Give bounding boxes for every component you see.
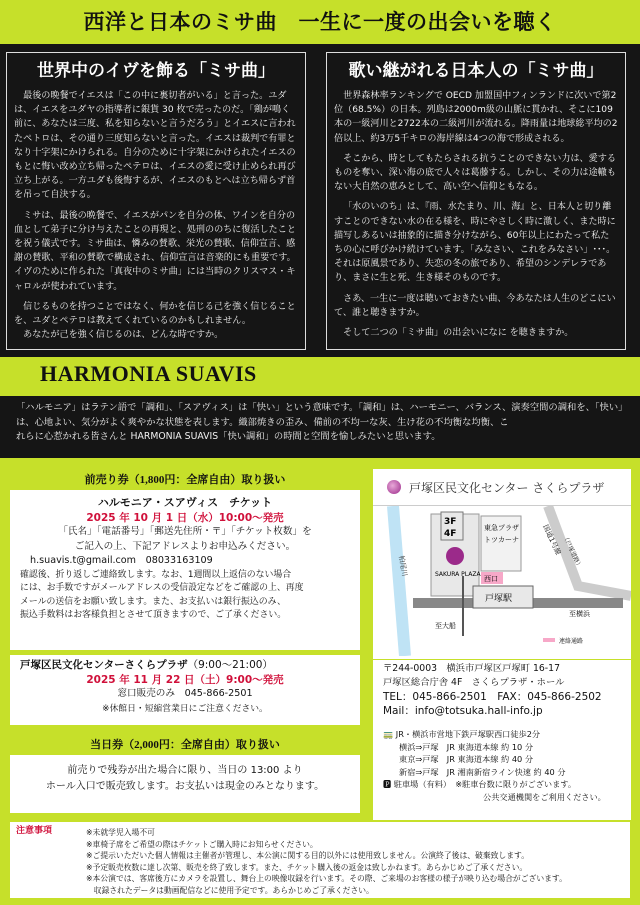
access-line: 新宿⇒戸塚 JR 湘南新宿ライン快速 約 40 分 [399,766,566,777]
sameday-line: ホール入口で販売致します。お支払いは現金のみとなります。 [45,781,325,792]
caution-item: 収録されたデータは動画配信などに使用予定です。あらかじめご了承ください。 [86,885,374,895]
caution-label: 注意事項 [16,826,53,836]
ticket-title: ハルモニア・スアヴィス チケット [97,496,273,509]
contact-info[interactable]: h.suavis.t@gmail.com 08033163109 [30,555,213,566]
left-paragraph: 信じるものを持つことではなく、何かを信じる己を強く信じることを、ユダとペテロは教えてくれているのかもしれません。 [14,301,296,327]
station-label: 戸塚駅 [485,594,513,604]
required-fields: 「氏名」「電話番号」「郵送先住所・〒」「チケット枚数」を [58,526,312,537]
sakura-marker-icon [446,547,464,565]
right-paragraph: 世界森林率ランキングで OECD 加盟国中フィンランドに次いで第2位（68.5%）の日本。列島は2000m級の山脈に貫かれ、そこに109本の一級河川と2722本の二級河川が流れる。降雨量は地球総平均の2倍以上、約3万5千キロの海岸線は4つの海で形成される。 [334,91,618,144]
sakura-panel [10,655,360,725]
caution-item: ※本公演では、客席後方にカメラを設置し、舞台上の映像収録を行います。その際、ご来場のお客様の様子が映り込む場合がございます。 [86,874,567,884]
passage-legend-icon [543,638,555,642]
caution-item: ※車椅子席をご希望の際はチケットご購入時にお知らせください。 [86,839,318,849]
intro-line: れらに心惹かれる皆さんと HARMONIA SUAVIS「快い調和」の時間と空間を愉しみたいと思います。 [16,431,441,443]
venue-address: 〒244-0003 横浜市戸塚区戸塚町 16-17 [383,663,560,674]
passage-label: 連絡通路 [559,638,584,645]
sakura-logo-icon [387,480,401,494]
harmonia-title: HARMONIA SUAVIS [40,361,257,386]
right-paragraph: 「水のいのち」は、『雨、水たまり、川、海』と、日本人と切り離すことのできない水の在る様を、時にやさしく時に激しく、また時に描写しあるいは抽象的に描き分けながら、60年以上にわたって私たちの心に呼びかけ続けています。「みなさい、これをみなさい」･･･。それは原風景であり、失恋の冬の旅であり、希望のシンデレラであり、まさに生と死、生き様そのものです。 [334,202,616,284]
sameday-header: 当日券（2,000円：全席自由）取り扱い [10,735,360,755]
caution-item: ※未就学児入場不可 [86,828,155,837]
left-column [6,52,306,350]
caution-item: ※予定販売枚数に達し次第、販売を終了致します。また、チケット購入後の返金は致しかねます。あらかじめご了承ください。 [86,862,528,872]
access-line: 公共交通機関をご利用ください。 [483,791,606,802]
access-line: 横浜⇒戸塚 JR 東海道本線 約 10 分 [399,741,534,752]
access-line: 🅿 駐車場（有料） ※駐車台数に限りがございます。 [383,779,577,789]
intro-line: 「ハルモニア」はラテン語で「調和」、「スアヴィス」は「快い」という意味です。「調和」は、ハーモニー、バランス、演奏空間の調和を、「快い」は、心地よい、気分がよく爽やかな状態を表します。織部焼きの歪み、備前の不均一な灰、生け花の不均衡な均衡、こ [16,402,623,428]
left-column-title: 世界中のイヴを飾る「ミサ曲」 [37,61,275,81]
right-column-title: 歌い継がれる日本人の「ミサ曲」 [348,61,604,81]
sameday-line: 前売りで残券が出た場合に限り、当日の 13:00 より [67,765,303,776]
sakura-header: 戸塚区民文化センターさくらプラザ [20,659,188,671]
presale-note: メールの送信をお願い致します。また、お支払いは銀行振込のみ、 [20,596,286,607]
west-exit-label: 西口 [484,575,498,583]
right-paragraph: さあ、一生に一度は聴いておきたい曲、今あなたは人生のどこにいて、誰と聴きますか。 [334,293,616,318]
river-label: 柏尾川 [397,554,409,578]
access-line: 🚃 JR・横浜市営地下鉄戸塚駅西口徒歩2分 [383,729,541,739]
page-headline: 西洋と日本のミサ曲 一生に一度の出会いを聴く [0,0,640,44]
floor-label-4f: 4F [444,529,457,539]
presale-note: には、お手数ですがメールアドレスの受信設定などをご確認の上、再度 [20,583,304,593]
tokyu-label: 東急プラザ [484,524,519,532]
caution-notes [10,822,630,898]
totskana-label: トツカーナ [484,536,519,544]
venue-name: 戸塚区民文化センター さくらプラザ [409,480,605,495]
presale-note: 確認後、折り返しご連絡致します。なお、1週間以上返信のない場合 [20,569,292,580]
left-paragraph: あなたが己を強く信じるのは、どんな時ですか。 [23,330,224,341]
floor-label-3f: 3F [444,517,457,527]
right-paragraph: そこから、時としてもたらされる抗うことのできない力は、愛するものを奪い、深い海の底で人々は葛藤する。しかし、その力は途轍もない大自然の恵みとして、高い空へ信仰ともなる。 [334,153,616,193]
bypass-label: （戸塚道路） [561,533,583,570]
right-column [326,52,626,350]
venue-tel: TEL：045-866-2501 FAX：045-866-2502 [383,691,602,703]
ofuna-label: 至大船 [435,622,456,630]
presale-header: 前売り券（1,800円：全席自由）取り扱い [10,470,360,490]
sakura-window: 窓口販売のみ 045-866-2501 [117,688,253,699]
caution-item: ※ご提示いただいた個人情報は主催者が管理し、本公演に関する目的以外には使用致しません。公演終了後は、破棄致します。 [86,851,529,861]
right-paragraph: そして二つの「ミサ曲」の出会いになに を聴きますか。 [343,328,574,339]
left-paragraph: ミサは、最後の晩餐で、イエスがパンを自分の体、ワインを自分の血として弟子に分け与えたことの再現と、処刑ののちに復活したことを祝う儀式です。ミサ曲は、憐みの賛歌、栄光の賛歌、信仰宣言、感謝の賛歌、平和の賛歌で構成され、信仰宣言は音楽的にも重要です。イヴのために作られた「真夜中のミサ曲」には当時のクリスマス・キャロルが使われています。 [14,210,296,292]
access-map [373,506,631,656]
venue-info [373,660,631,820]
left-paragraph: 最後の晩餐でイエスは「この中に裏切者がいる」と言った。ユダは、イエスをユダヤの指導者に銀貨 30 枚で売ったのだ。「鶏が鳴く前に、あなたは三度、私を知らないと言うだろう」とイエスに言われたペトロは、その通り三度知らないと言った。イエスは裁判で有罪となり十字架にかけられる。自分のために十字架にかけられたイエスのもとに悔い改め立ち帰ったペテロは、イエスの愛に受け止められ再び立ち上がる。一方ユダも後悔するが、イエスのもとへは立ち帰らず首を吊って自決する。 [14,91,296,201]
fill-note: ご記入の上、下記アドレスよりお申込みください。 [74,540,296,552]
harmonia-intro [0,396,640,458]
venue-address: 戸塚区総合庁舎 4F さくらプラザ・ホール [383,677,565,688]
sameday-panel [10,755,360,813]
presale-note: 振込手数料はお客様負担とさせて頂きますので、ご了承ください。 [20,610,287,620]
sakura-plaza-label: SAKURA PLAZA [435,571,481,578]
presale-date: 2025 年 10 月 1 日（水）10:00～発売 [86,511,284,524]
yokohama-label: 至横浜 [569,610,590,618]
venue-mail[interactable]: Mail：info@totsuka.hall-info.jp [383,705,543,717]
sakura-date: 2025 年 11 月 22 日（土）9:00～発売 [86,673,284,686]
route1-label: 国道1号線 [541,523,563,557]
sakura-note: ※休館日・短縮営業日にご注意ください。 [102,703,268,714]
access-line: 東京⇒戸塚 JR 東海道本線 約 40 分 [399,754,534,764]
presale-panel [10,490,360,650]
venue-map-box [373,469,631,659]
sakura-hours: （9:00～21:00） [187,659,273,671]
